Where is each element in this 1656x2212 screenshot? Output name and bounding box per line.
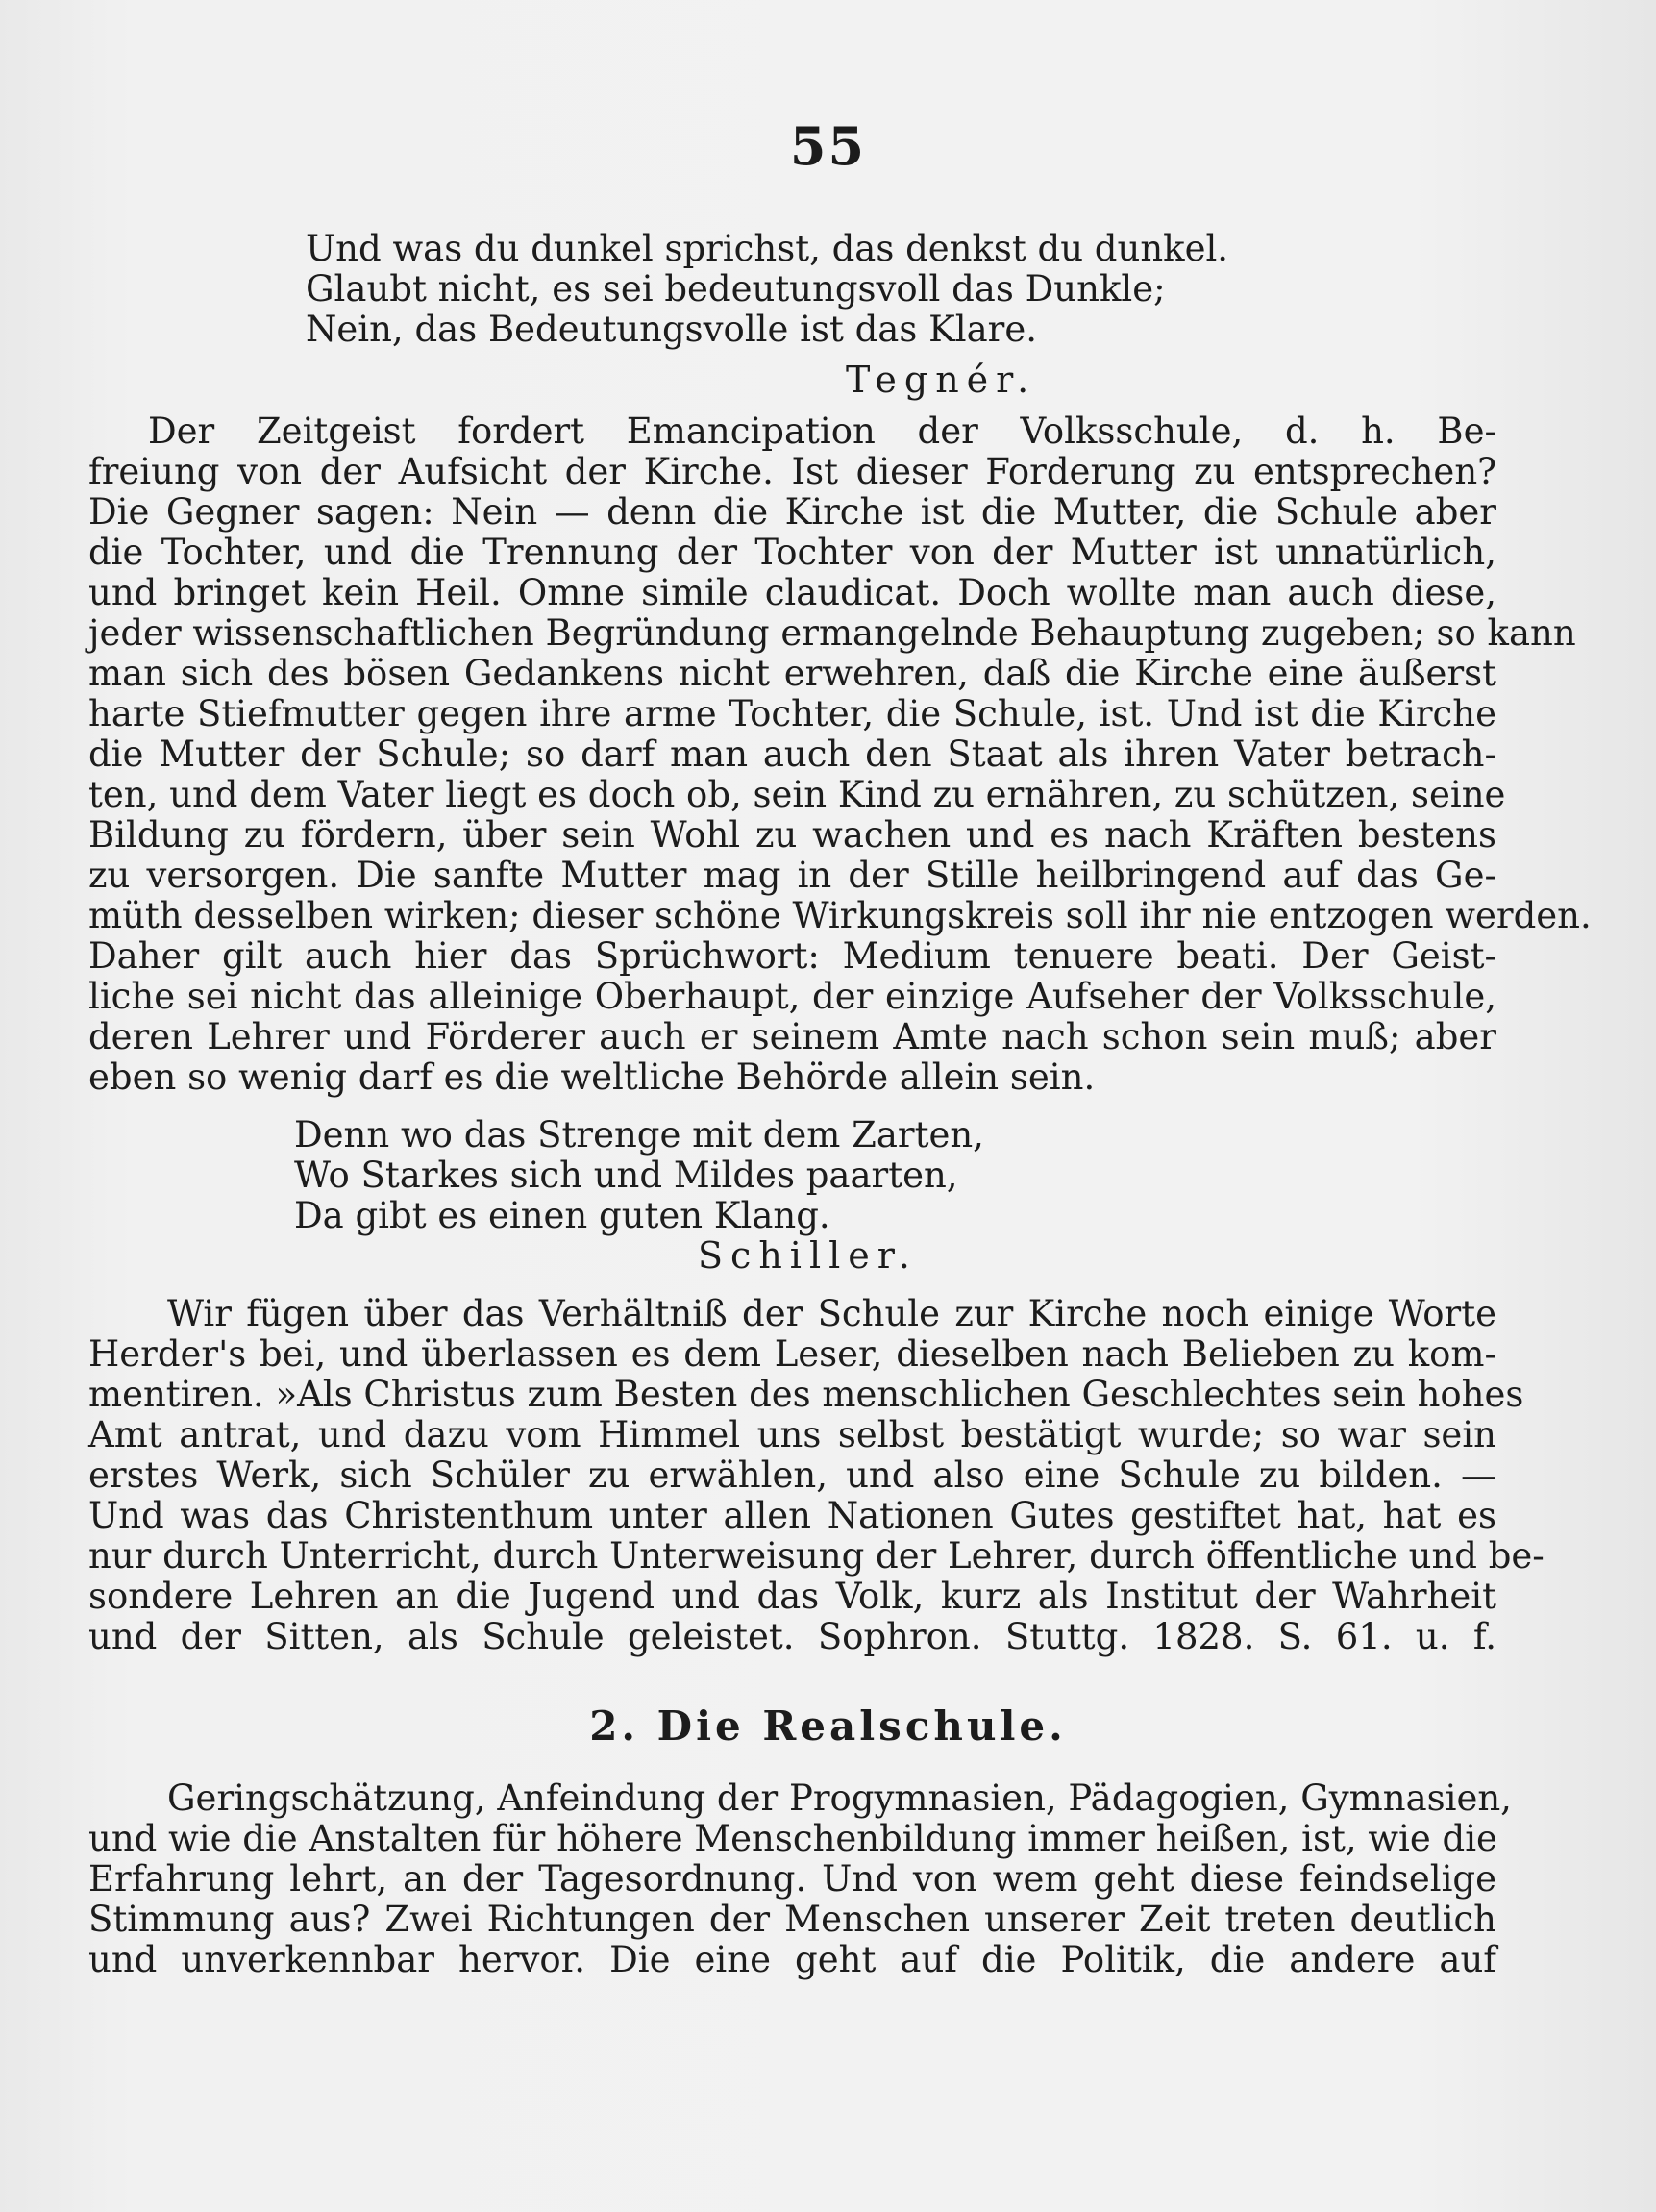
text-line: freiung von der Aufsicht der Kirche. Ist dieser Forderung zu entsprechen? xyxy=(88,451,1496,492)
text-line: die Mutter der Schule; so darf man auch den Staat als ihren Vater betrach- xyxy=(88,733,1496,775)
text-line: Herder's bei, und überlassen es dem Leser, dieselben nach Belieben zu kom- xyxy=(88,1333,1496,1375)
paragraph-realschule xyxy=(88,1777,1512,1980)
verse-quote-schiller xyxy=(294,1115,1063,1236)
text-line: liche sei nicht das alleinige Oberhaupt, der einzige Aufseher der Volksschule, xyxy=(88,976,1496,1017)
text-line: und wie die Anstalten für höhere Menschenbildung immer heißen, ist, wie die xyxy=(88,1818,1497,1859)
page-number: 55 xyxy=(789,115,867,177)
paragraph-emancipation xyxy=(88,410,1592,1098)
text-line: jeder wissenschaftlichen Begründung ermangelnde Behauptung zugeben; so kann xyxy=(88,612,1576,654)
text-line: man sich des bösen Gedankens nicht erwehren, daß die Kirche eine äußerst xyxy=(88,653,1496,694)
text-line: Und was das Christenthum unter allen Nationen Gutes gestiftet hat, hat es xyxy=(88,1495,1496,1536)
text-line: nur durch Unterricht, durch Unterweisung der Lehrer, durch öffentliche und be- xyxy=(88,1535,1545,1577)
verse-line: Nein, das Bedeutungsvolle ist das Klare. xyxy=(306,309,1037,350)
text-line: müth desselben wirken; dieser schöne Wirkungskreis soll ihr nie entzogen werden. xyxy=(88,895,1592,936)
text-line: Daher gilt auch hier das Sprüchwort: Medium tenuere beati. Der Geist- xyxy=(88,935,1496,977)
verse-line: Wo Starkes sich und Mildes paarten, xyxy=(294,1155,958,1196)
text-line: deren Lehrer und Förderer auch er seinem Amte nach schon sein muß; aber xyxy=(88,1016,1496,1057)
text-line: ten, und dem Vater liegt es doch ob, sein Kind zu ernähren, zu schützen, seine xyxy=(88,774,1506,815)
text-line: Amt antrat, und dazu vom Himmel uns selbst bestätigt wurde; so war sein xyxy=(88,1414,1496,1455)
verse-line: Und was du dunkel sprichst, das denkst du dunkel. xyxy=(306,228,1229,269)
text-line: die Tochter, und die Trennung der Tochter von der Mutter ist unnatürlich, xyxy=(88,532,1496,573)
text-line: und der Sitten, als Schule geleistet. Sophron. Stuttg. 1828. S. 61. u. f. xyxy=(88,1616,1496,1657)
verse-author-schiller: Schiller. xyxy=(698,1234,918,1277)
text-line: harte Stiefmutter gegen ihre arme Tochter, die Schule, ist. Und ist die Kirche xyxy=(88,693,1496,734)
text-line: sondere Lehren an die Jugend und das Volk, kurz als Institut der Wahrheit xyxy=(88,1576,1496,1617)
verse-quote-tegner xyxy=(306,229,1228,350)
text-line: Der Zeitgeist fordert Emancipation der Volksschule, d. h. Be- xyxy=(148,410,1496,452)
text-line: eben so wenig darf es die weltliche Behörde allein sein. xyxy=(88,1056,1096,1098)
section-heading: 2. Die Realschule. xyxy=(589,1702,1067,1750)
text-line: Stimmung aus? Zwei Richtungen der Menschen unserer Zeit treten deutlich xyxy=(88,1899,1496,1940)
verse-author-tegner: Tegnér. xyxy=(846,359,1037,401)
text-line: mentiren. »Als Christus zum Besten des menschlichen Geschlechtes sein hohes xyxy=(88,1374,1524,1415)
text-line: und bringet kein Heil. Omne simile claudicat. Doch wollte man auch diese, xyxy=(88,572,1496,613)
verse-line: Glaubt nicht, es sei bedeutungsvoll das Dunkle; xyxy=(306,268,1166,310)
text-line: Bildung zu fördern, über sein Wohl zu wachen und es nach Kräften bestens xyxy=(88,814,1496,856)
text-line: Geringschätzung, Anfeindung der Progymnasien, Pädagogien, Gymnasien, xyxy=(167,1777,1512,1819)
text-line: zu versorgen. Die sanfte Mutter mag in der Stille heilbringend auf das Ge- xyxy=(88,855,1496,896)
text-line: Die Gegner sagen: Nein — denn die Kirche ist die Mutter, die Schule aber xyxy=(88,491,1496,533)
paragraph-herder xyxy=(88,1293,1545,1657)
verse-line: Denn wo das Strenge mit dem Zarten, xyxy=(294,1114,984,1156)
text-line: und unverkennbar hervor. Die eine geht auf die Politik, die andere auf xyxy=(88,1939,1496,1980)
text-line: erstes Werk, sich Schüler zu erwählen, und also eine Schule zu bilden. — xyxy=(88,1454,1496,1496)
verse-line: Da gibt es einen guten Klang. xyxy=(294,1195,830,1236)
text-line: Wir fügen über das Verhältniß der Schule zur Kirche noch einige Worte xyxy=(167,1293,1496,1334)
text-line: Erfahrung lehrt, an der Tagesordnung. Und von wem geht diese feindselige xyxy=(88,1858,1496,1900)
